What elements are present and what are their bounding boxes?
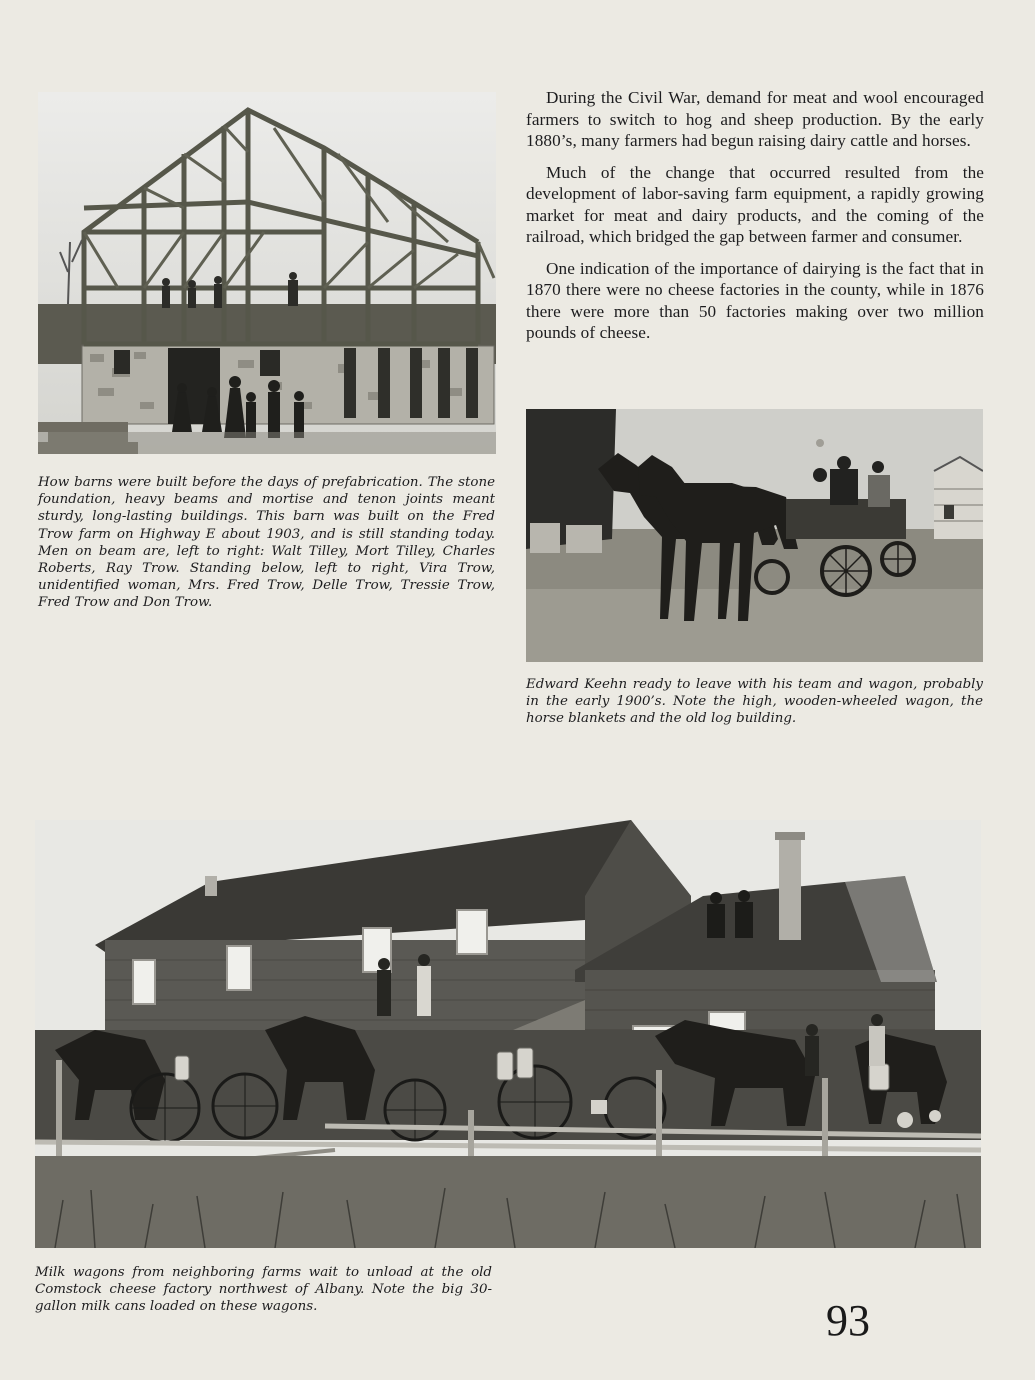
barn-frame-photo bbox=[38, 92, 496, 454]
page-number: 93 bbox=[826, 1296, 870, 1345]
cheese-factory-photo bbox=[35, 820, 981, 1248]
wagon-photo-caption: Edward Keehn ready to leave with his team and wagon, probably in the early 1900’s. Note the high, wooden-wheeled wagon, the horse blankets and the old log building. bbox=[526, 677, 983, 727]
factory-photo-caption: Milk wagons from neighboring farms wait to unload at the old Comstock cheese factory northwest of Albany. Note the big 30-gallon milk cans loaded on these wagons. bbox=[35, 1265, 492, 1315]
team-and-wagon-photo bbox=[526, 409, 983, 662]
barn-photo-caption: How barns were built before the days of prefabrication. The stone foundation, heavy beams and mortise and tenon joints meant sturdy, long-lasting buildings. This barn was built on the Fred Trow farm on Highway E about 1903, and is still standing today. Men on beam are, left to right: Walt Tilley, Mort Tilley, Charles Roberts, Ray Trow. Standing below, left to right, Vira Trow, unidentified woman, Mrs. Fred Trow, Delle Trow, Tressie Trow, Fred Trow and Don Trow. bbox=[38, 475, 495, 611]
article-paragraph: Much of the change that occurred resulted from the development of labor-saving farm equipment, a rapidly growing market for meat and dairy products, and the coming of the railroad, which bridged the gap between farmer and consumer. bbox=[526, 162, 984, 246]
article-paragraph: One indication of the importance of dairying is the fact that in 1870 there were no cheese factories in the county, while in 1876 there were more than 50 factories making over two million pounds of cheese. bbox=[526, 258, 984, 342]
article-body bbox=[526, 87, 984, 354]
article-paragraph: During the Civil War, demand for meat and wool encouraged farmers to switch to hog and sheep production. By the early 1880’s, many farmers had begun raising dairy cattle and horses. bbox=[526, 88, 984, 150]
